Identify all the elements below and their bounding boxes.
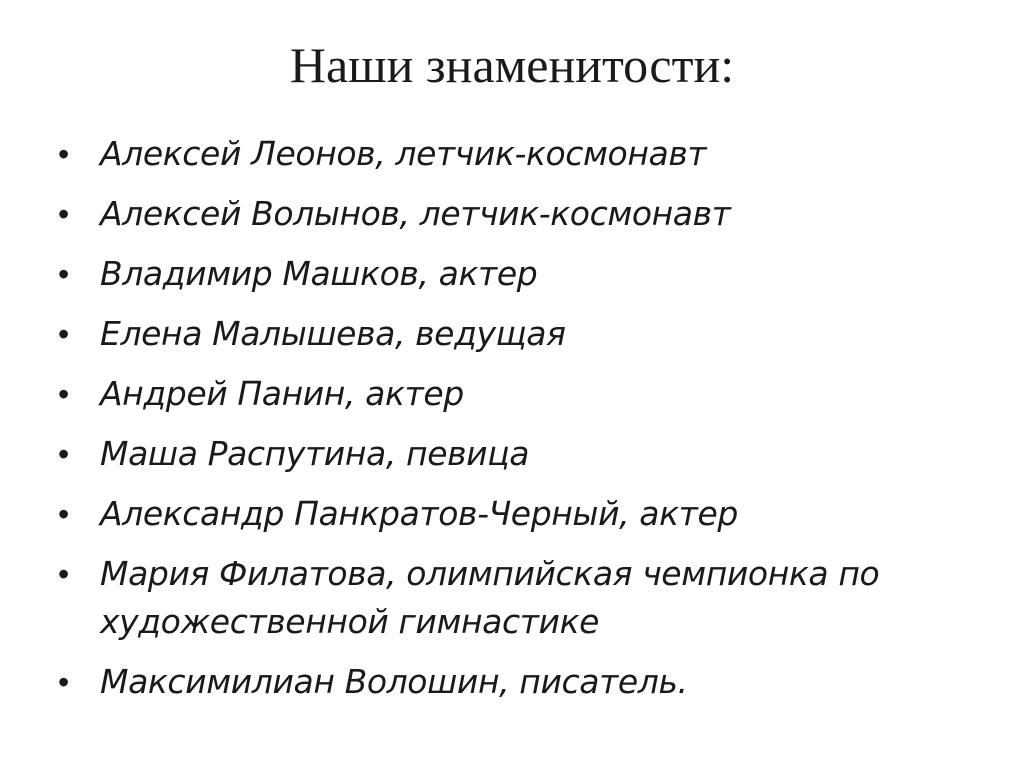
bullet-icon: • — [58, 136, 70, 172]
list-item — [58, 310, 978, 358]
list-item — [58, 430, 978, 478]
list-item-text: Мария Филатова, олимпийская чемпионка по художественной гимнастике — [100, 554, 880, 641]
list-item-text: Владимир Машков, актер — [100, 254, 538, 293]
slide-title: Наши знаменитости: — [289, 37, 735, 93]
bullet-icon: • — [58, 436, 70, 472]
list-item — [58, 550, 978, 646]
list-item — [58, 370, 978, 418]
list-item — [58, 658, 978, 706]
list-item-text: Маша Распутина, певица — [100, 434, 530, 473]
bullet-icon: • — [58, 316, 70, 352]
bullet-icon: • — [58, 664, 70, 700]
bullet-icon: • — [58, 196, 70, 232]
list-item-text: Андрей Панин, актер — [100, 374, 464, 413]
bullet-icon: • — [58, 496, 70, 532]
list-item-text: Александр Панкратов-Черный, актер — [100, 494, 738, 533]
list-item — [58, 250, 978, 298]
list-item-text: Алексей Леонов, летчик-космонавт — [100, 134, 707, 173]
list-item — [58, 130, 978, 178]
bullet-icon: • — [58, 556, 70, 592]
bullet-icon: • — [58, 256, 70, 292]
list-item-text: Максимилиан Волошин, писатель. — [100, 662, 688, 701]
list-item — [58, 190, 978, 238]
bullet-icon: • — [58, 376, 70, 412]
bullet-list — [58, 130, 978, 718]
list-item-text: Елена Малышева, ведущая — [100, 314, 566, 353]
list-item-text: Алексей Волынов, летчик-космонавт — [100, 194, 731, 233]
list-item — [58, 490, 978, 538]
